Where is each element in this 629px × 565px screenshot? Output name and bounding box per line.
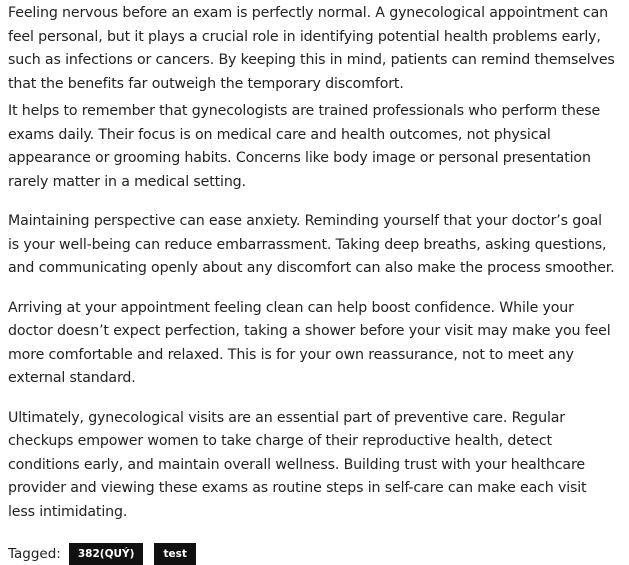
paragraph-maintaining-perspective: Maintaining perspective can ease anxiety. Reminding yourself that your doctor’s goal is your well-being can reduce embarrassment. Taking deep breaths, asking questions, and communicating openly about any discomfort can also make the process smoother. (8, 213, 615, 276)
paragraph-exam-nervousness: Feeling nervous before an exam is perfectly normal. A gynecological appointment can feel personal, but it plays a crucial role in identifying potential health problems early, such as infections or cancers. By keeping this in mind, patients can remind themselves that the benefits far outweigh the temporary discomfort. (8, 5, 615, 92)
tag-link-382-quy[interactable]: 382(QUÝ) (69, 543, 144, 565)
article-body (0, 2, 629, 565)
paragraph-feeling-clean: Arriving at your appointment feeling clean can help boost confidence. While your doctor doesn’t expect perfection, taking a shower before your visit may make you feel more comfortable and relaxed. This is for your own reassurance, not to meet any external standard. (8, 299, 611, 386)
tag-link-test[interactable]: test (154, 543, 195, 565)
tags-label: Tagged: (8, 546, 61, 562)
paragraph-preventive-care: Ultimately, gynecological visits are an essential part of preventive care. Regular checkups empower women to take charge of their reproductive health, detect conditions early, and maintain overall wellness. Building trust with your healthcare provider and viewing these exams as routine steps in self-care can make each visit less intimidating. (8, 409, 587, 520)
paragraph-trained-professionals: It helps to remember that gynecologists are trained professionals who perform these exams daily. Their focus is on medical care and health outcomes, not physical appearance or grooming habits. Concerns like body image or personal presentation rarely matter in a medical setting. (8, 103, 601, 190)
tags-section (8, 543, 617, 565)
